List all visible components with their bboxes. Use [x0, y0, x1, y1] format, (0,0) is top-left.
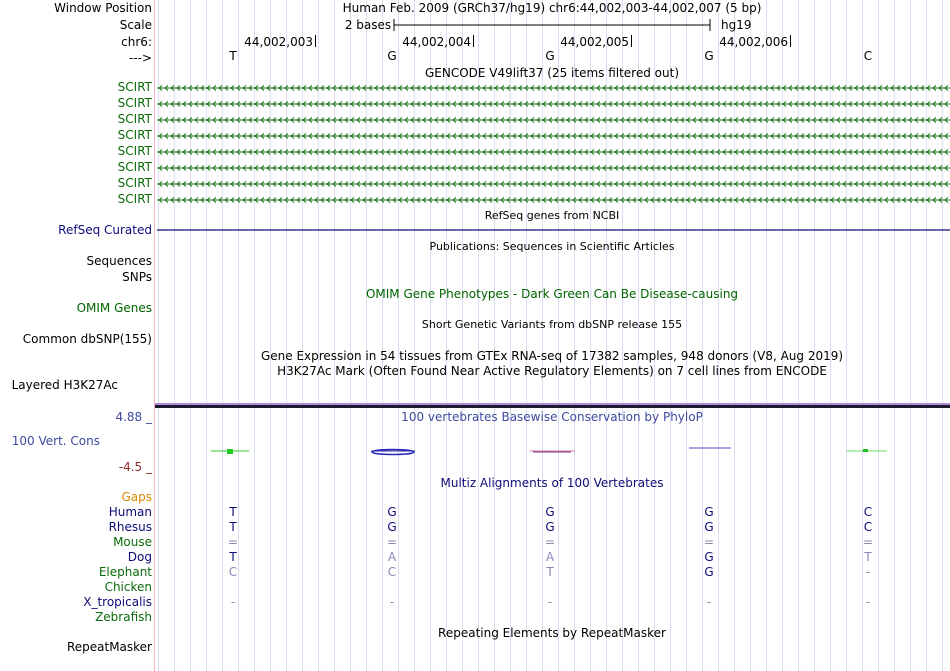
- alignment-base: =: [862, 535, 874, 549]
- chrom-label: chr6:: [121, 35, 152, 49]
- refseq-curated-label[interactable]: RefSeq Curated: [58, 223, 152, 237]
- species-label[interactable]: Chicken: [104, 580, 152, 594]
- alignment-base: G: [545, 505, 555, 519]
- gencode-row-label[interactable]: SCIRT: [117, 176, 152, 190]
- alignment-base: C: [228, 565, 238, 579]
- position-label: 44,002,006: [719, 35, 788, 49]
- cons-max-label: 4.88 _: [115, 410, 152, 424]
- gencode-row-label[interactable]: SCIRT: [117, 96, 152, 110]
- species-label[interactable]: Human: [108, 505, 152, 519]
- alignment-base: A: [545, 550, 555, 564]
- conservation-plot[interactable]: [155, 443, 950, 463]
- h3k27ac-title: H3K27Ac Mark (Often Found Near Active Regulatory Elements) on 7 cell lines from ENCODE: [277, 364, 827, 378]
- alignment-base: -: [389, 595, 395, 609]
- cons-track-label[interactable]: 100 Vert. Cons: [11, 434, 100, 448]
- alignment-base: G: [704, 520, 714, 534]
- alignment-base: C: [387, 565, 397, 579]
- gtex-title: Gene Expression in 54 tissues from GTEx RNA-seq of 17382 samples, 948 donors (V8, Aug 2019): [260, 349, 844, 363]
- scale-label: Scale: [119, 18, 152, 32]
- omim-genes-label[interactable]: OMIM Genes: [76, 301, 152, 315]
- species-label[interactable]: Rhesus: [108, 520, 152, 534]
- h3k27ac-signal[interactable]: [155, 403, 950, 409]
- position-label: 44,002,005: [560, 35, 629, 49]
- alignment-base: =: [227, 535, 239, 549]
- alignment-base: T: [229, 505, 237, 519]
- gaps-label: Gaps: [121, 490, 152, 504]
- gencode-row-label[interactable]: SCIRT: [117, 144, 152, 158]
- alignment-base: G: [387, 520, 397, 534]
- alignment-base: =: [703, 535, 715, 549]
- cons-min-label: -4.5 _: [118, 460, 152, 474]
- alignment-base: -: [865, 595, 871, 609]
- alignment-base: G: [545, 520, 555, 534]
- species-label[interactable]: X_tropicalis: [83, 595, 152, 609]
- alignment-base: T: [546, 565, 554, 579]
- gencode-row-label[interactable]: SCIRT: [117, 128, 152, 142]
- refseq-gene-line[interactable]: [155, 229, 950, 233]
- gencode-row-label[interactable]: SCIRT: [117, 112, 152, 126]
- track-labels: [0, 0, 154, 671]
- reference-base: G: [704, 49, 714, 63]
- conservation-title: 100 vertebrates Basewise Conservation by PhyloP: [401, 410, 703, 424]
- repeatmasker-label[interactable]: RepeatMasker: [66, 640, 152, 654]
- gencode-row-label[interactable]: SCIRT: [117, 192, 152, 206]
- common-dbsnp-label[interactable]: Common dbSNP(155): [22, 332, 152, 346]
- dbsnp-title: Short Genetic Variants from dbSNP release 155: [421, 318, 683, 331]
- alignment-base: G: [704, 505, 714, 519]
- alignment-base: C: [863, 505, 873, 519]
- gencode-tracks[interactable]: [155, 80, 950, 210]
- alignment-base: C: [863, 520, 873, 534]
- alignment-base: T: [229, 550, 237, 564]
- window-position-text: Human Feb. 2009 (GRCh37/hg19) chr6:44,002,003-44,002,007 (5 bp): [342, 1, 762, 15]
- sequences-label[interactable]: Sequences: [86, 254, 152, 268]
- alignment-base: G: [387, 505, 397, 519]
- reference-base: T: [229, 49, 237, 63]
- alignment-base: =: [544, 535, 556, 549]
- species-label[interactable]: Elephant: [98, 565, 152, 579]
- gencode-row-label[interactable]: SCIRT: [117, 160, 152, 174]
- alignment-base: G: [704, 550, 714, 564]
- alignment-base: =: [386, 535, 398, 549]
- snps-label[interactable]: SNPs: [122, 270, 152, 284]
- position-label: 44,002,003: [244, 35, 313, 49]
- reference-base: G: [387, 49, 397, 63]
- species-label[interactable]: Dog: [127, 550, 152, 564]
- multiz-title: Multiz Alignments of 100 Vertebrates: [440, 476, 664, 490]
- alignment-base: -: [865, 565, 871, 579]
- species-label[interactable]: Mouse: [113, 535, 152, 549]
- track-data-area[interactable]: [155, 0, 950, 671]
- scale-bar: [155, 15, 950, 35]
- alignment-base: T: [864, 550, 872, 564]
- gencode-title[interactable]: GENCODE V49lift37 (25 items filtered out): [424, 66, 680, 80]
- alignment-base: A: [387, 550, 397, 564]
- alignment-base: -: [706, 595, 712, 609]
- window-position-label: Window Position: [54, 1, 152, 15]
- reference-base: G: [545, 49, 555, 63]
- omim-title: OMIM Gene Phenotypes - Dark Green Can Be Disease-causing: [365, 287, 739, 301]
- assembly-label: hg19: [721, 18, 752, 32]
- position-tick: [473, 35, 474, 47]
- species-label[interactable]: Zebrafish: [95, 610, 152, 624]
- publications-title: Publications: Sequences in Scientific Articles: [429, 240, 675, 253]
- strand-label: --->: [128, 51, 152, 65]
- position-label: 44,002,004: [402, 35, 471, 49]
- refseq-title: RefSeq genes from NCBI: [484, 209, 620, 222]
- gencode-row-label[interactable]: SCIRT: [117, 80, 152, 94]
- position-tick: [631, 35, 632, 47]
- alignment-base: -: [230, 595, 236, 609]
- layered-h3k27ac-label[interactable]: Layered H3K27Ac: [11, 378, 118, 392]
- alignment-base: G: [704, 565, 714, 579]
- scale-text: 2 bases: [344, 18, 392, 32]
- position-tick: [315, 35, 316, 47]
- alignment-base: T: [229, 520, 237, 534]
- alignment-base: -: [547, 595, 553, 609]
- position-tick: [790, 35, 791, 47]
- repeatmasker-title: Repeating Elements by RepeatMasker: [438, 626, 666, 640]
- reference-base: C: [863, 49, 873, 63]
